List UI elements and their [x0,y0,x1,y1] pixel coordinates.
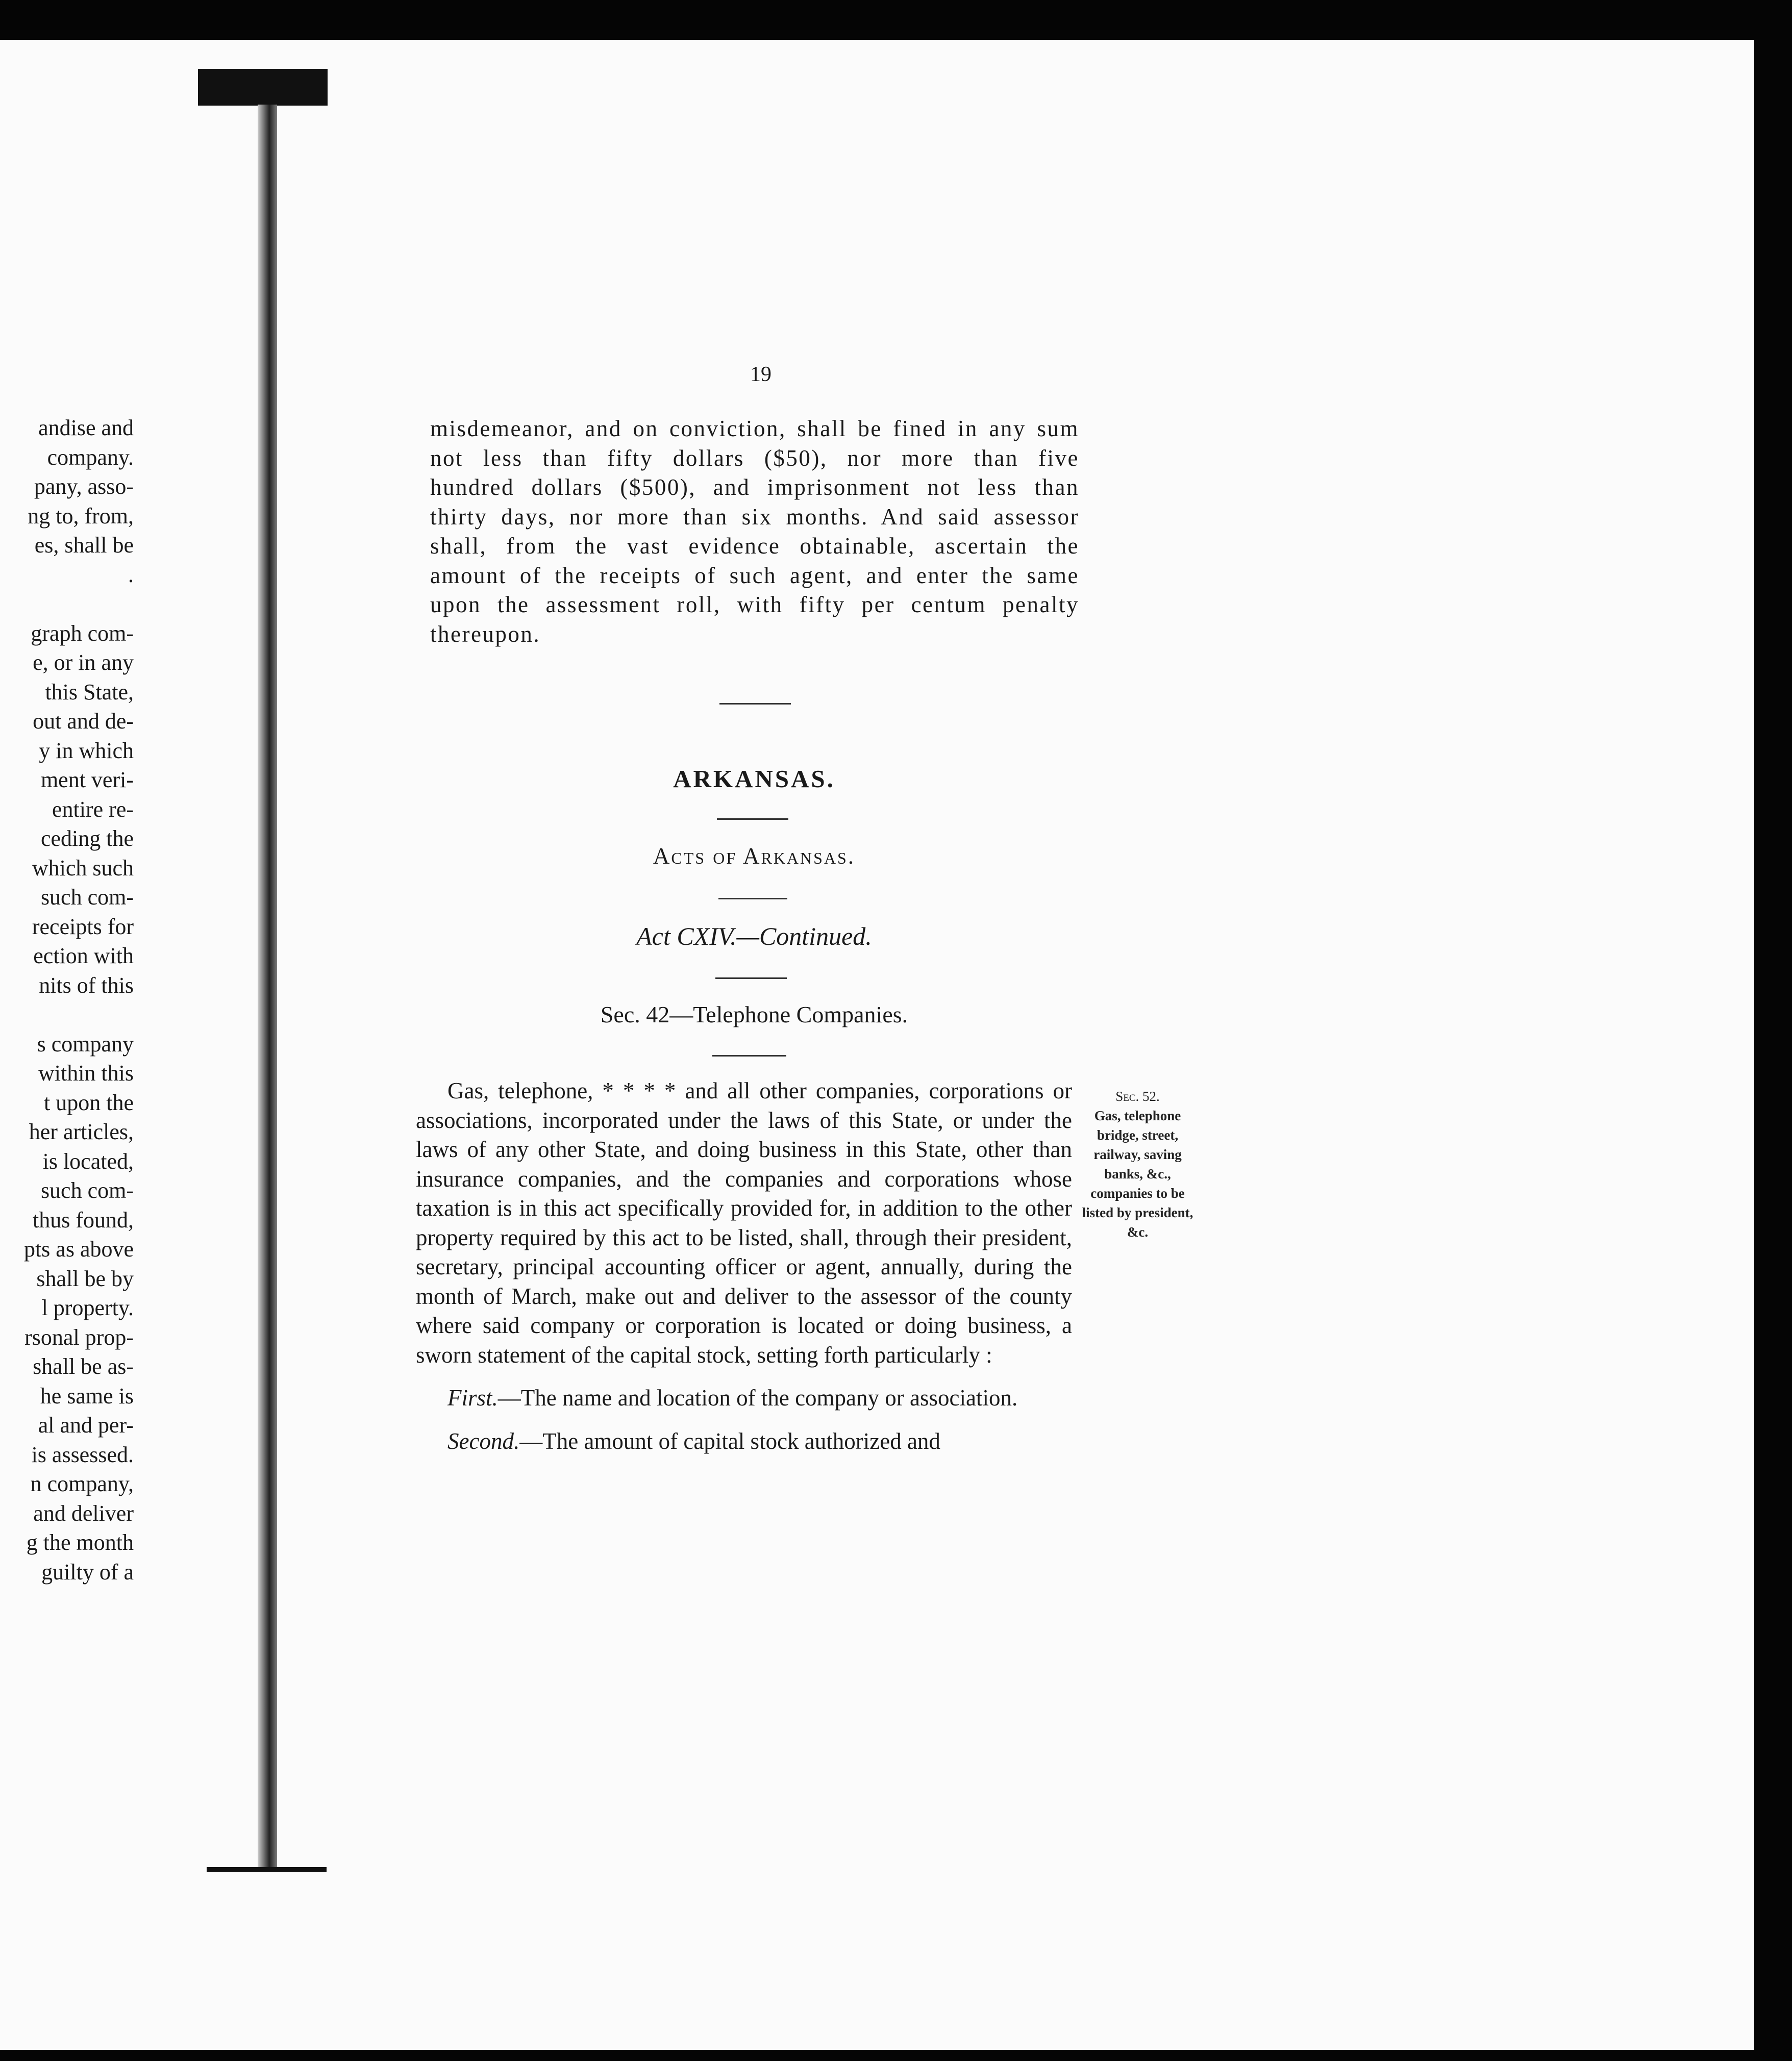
scan-top-border [0,0,1792,40]
margin-note-text: Gas, telephone bridge, street, railway, saving banks, &c., companies to be listed by president, &c. [1082,1108,1193,1240]
left-column-line: is located, [42,1148,134,1174]
divider [719,703,791,705]
clause-text: —The amount of capital stock authorized and [519,1428,940,1454]
lead-paragraph-text: misdemeanor, and on conviction, shall be fined in any sum not less than fifty dollars ($50), nor more than five hundred dollars ($500), and imprisonment not less than thirty days, nor more than six months. And said assessor shall, from the vast evidence obtainable, ascertain the amount of the receipts of such agent, and enter the same upon the assessment roll, with fifty per centum penalty thereupon. [430,416,1079,647]
left-column-line: which such [32,855,134,881]
divider [715,977,787,979]
left-column-line: receipts for [32,914,134,939]
page-number: 19 [750,363,771,386]
left-column-line: shall be as- [33,1354,134,1379]
left-column-line: entire re- [52,796,134,822]
left-column-line: is assessed. [31,1442,134,1467]
left-column-line: graph com- [31,620,134,646]
left-column-line: within this [38,1061,134,1086]
statute-paragraph: Gas, telephone, * * * * and all other companies, corporations or associations, incorporated under the laws of this State, or under the laws of any other State, and doing business in this State, other than insurance companies, and the companies and corporations whose taxation is in this act specifically provided for, in addition to the other property required by this act to be listed, shall, through their president, secretary, principal accounting officer or agent, annually, during the month of March, make out and deliver to the assessor of the county where said company or corporation is located or doing business, a sworn statement of the capital stock, setting forth particularly : [416,1078,1072,1368]
left-column-line: andise and [38,415,134,440]
binding-cap [198,69,328,106]
left-column-line: ection with [33,943,134,968]
left-column-line: es, shall be [34,533,134,558]
act-number: Act CXIV.—Continued. [636,922,872,950]
left-column-line: pany, asso- [34,474,134,499]
left-column-line: e, or in any [33,650,134,675]
left-column-line: guilty of a [41,1559,134,1585]
clause-text: —The name and location of the company or association. [497,1385,1018,1411]
left-column-line: company. [47,444,134,470]
left-column-line: such com- [40,885,134,910]
clause-label: First. [447,1385,498,1411]
lead-paragraph [430,414,1079,649]
statute-paragraph [416,1427,1072,1456]
section-title: Sec. 42—Telephone Companies. [600,1001,908,1027]
left-column-line: thus found, [33,1207,134,1233]
binding-spine [258,105,277,1870]
margin-note-section: Sec. 52. [1115,1089,1160,1104]
state-heading: ARKANSAS. [673,765,835,793]
left-column-line: and deliver [33,1500,134,1526]
acts-title: Acts of Arkansas. [653,843,856,869]
left-column-line: such com- [40,1178,134,1203]
clause-label: Second. [447,1428,520,1454]
left-column-line: shall be by [36,1266,134,1291]
left-page-fragment [0,413,134,1587]
divider [718,898,787,899]
statute-body [416,1076,1072,1470]
divider [712,1055,786,1057]
left-column-line: out and de- [33,709,134,734]
left-column-line: y in which [39,738,134,763]
binding-foot [207,1867,327,1872]
margin-note [1078,1087,1198,1242]
left-column-line: ment veri- [40,767,134,792]
left-column-line: he same is [40,1383,134,1409]
paragraph-gap [0,1000,134,1029]
left-column-line: n company, [30,1471,134,1496]
left-column-line: ng to, from, [28,503,134,529]
statute-paragraph [416,1384,1072,1413]
left-column-line: her articles, [29,1119,134,1144]
scan-bottom-border [0,2050,1792,2061]
scan-right-border [1754,0,1792,2061]
left-column-line: rsonal prop- [24,1324,134,1350]
left-column-line: l property. [41,1295,134,1320]
left-column-line: nits of this [39,972,134,998]
left-column-line: ceding the [40,826,134,851]
left-column-line: g the month [26,1530,134,1555]
left-column-line: s company [37,1031,134,1057]
left-column-line: t upon the [44,1090,134,1115]
paragraph-gap [0,589,134,619]
left-column-line: this State, [45,679,134,705]
divider [717,818,788,820]
left-column-line: al and per- [38,1413,134,1438]
left-column-line: . [128,562,134,587]
left-column-line: pts as above [23,1237,134,1262]
